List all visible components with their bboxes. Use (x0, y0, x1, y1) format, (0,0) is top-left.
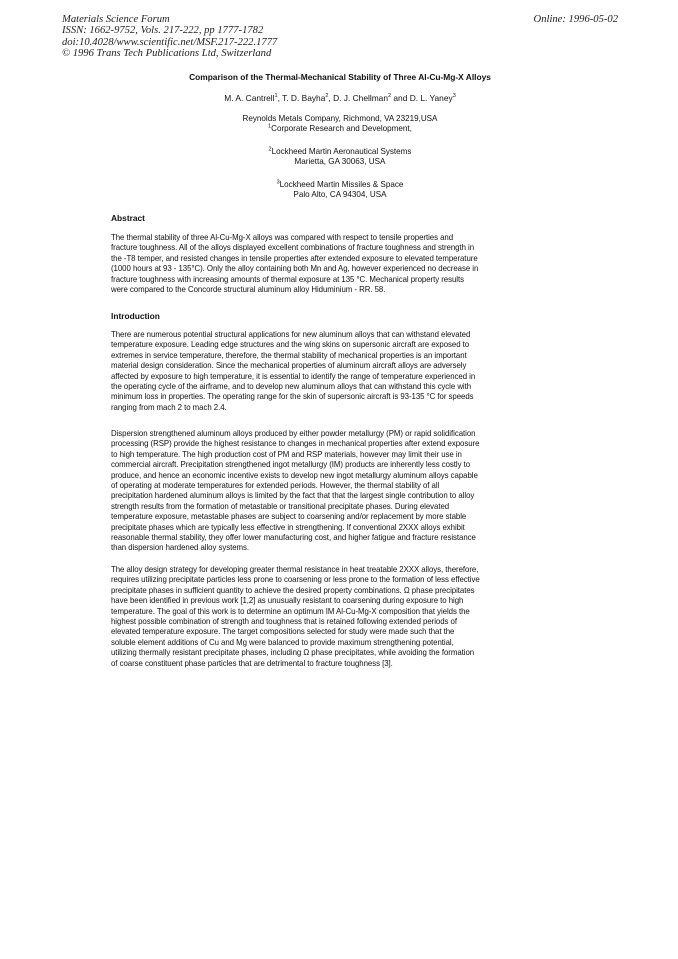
text-line: The alloy design strategy for developing greater thermal resistance in heat treatable 2XXX alloys, therefore, (111, 565, 479, 574)
text-line: ranging from mach 2 to mach 2.4. (111, 402, 227, 412)
text-line: reasonable thermal stability, they offer lower manufacturing cost, and higher fatigue and fracture resistance (111, 533, 476, 543)
text-line: the operating cycle of the airframe, and to develop new aluminum alloys that can withstand this cycle with (111, 382, 472, 392)
text-line: minimum loss in properties. The operating range for the skin of supersonic aircraft is 93-135 °C for speeds (111, 392, 474, 402)
journal-header (62, 14, 618, 60)
affiliation-mark: 3 (276, 179, 280, 186)
text-line: material design consideration. Since the mechanical properties of aluminum aircraft alloys are adversely (111, 361, 467, 371)
text-line: There are numerous potential structural applications for new aluminum alloys that can withstand elevated (111, 330, 471, 339)
text-line: temperature exposure, metastable phases are subject to coarsening and/or replacement by more stable (111, 512, 467, 522)
text-line: elevated temperature exposure. The target compositions selected for study were made such that the (111, 627, 455, 637)
text-line: fracture toughness. All of the alloys displayed excellent combinations of fracture toughness and strength in (111, 243, 475, 253)
affiliation-mark: 2 (268, 146, 272, 153)
text-line: extremes in service temperature, therefore, the thermal stability of mechanical properties is an important (111, 350, 467, 360)
author-affiliation-mark: 2 (388, 93, 392, 100)
abstract-paragraph (111, 233, 556, 295)
affiliation-lockheed-missiles (62, 180, 618, 201)
text-line: utilizing thermally resistant precipitate phases, including Ω phase precipitates, while avoiding the formation (111, 648, 475, 658)
author-name: , T. D. Bayha (277, 93, 326, 103)
author-list (62, 93, 618, 103)
abstract-heading: Abstract (111, 213, 145, 223)
copyright-line: © 1996 Trans Tech Publications Ltd, Switzerland (62, 48, 272, 60)
text-line: processing (RSP) provide the highest resistance to changes in mechanical properties after extend exposure (111, 439, 480, 449)
text-line: were compared to the Concorde structural aluminum alloy Hiduminium - RR. 58. (111, 285, 386, 295)
online-date: Online: 1996-05-02 (533, 14, 618, 25)
introduction-paragraph-2 (111, 429, 556, 554)
introduction-paragraph-3 (111, 565, 556, 669)
text-line: precipitate phases in sufficient quantity to achieve the desired property combinations. Ω phase precipitates (111, 585, 475, 595)
text-line: the -T8 temper, and resisted changes in tensile properties after extended exposure to elevated temperature (111, 253, 478, 263)
author-affiliation-mark: 3 (452, 93, 456, 100)
text-line: have been identified in previous work [1,2] as unusually resistant to coarsening during exposure to high (111, 596, 464, 606)
text-line: Dispersion strengthened aluminum alloys produced by either powder metallurgy (PM) or rapid solidification (111, 429, 476, 438)
author-name: M. A. Cantrell (224, 93, 275, 103)
text-line: requires utilizing precipitate particles less prone to coarsening or less prone to the formation of less effective (111, 575, 480, 585)
author-name: and D. L. Yaney (391, 93, 453, 103)
issn-line: ISSN: 1662-9752, Vols. 217-222, pp 1777-1782 (62, 25, 264, 37)
text-line: fracture toughness with increasing amounts of thermal exposure at 135 °C. Mechanical property results (111, 274, 464, 284)
paper-title: Comparison of the Thermal-Mechanical Stability of Three Al-Cu-Mg-X Alloys (189, 72, 491, 82)
text-line: commercial aircraft. Precipitation strengthened ingot metallurgy (IM) products are inherently less costly to (111, 460, 471, 470)
text-line: soluble element additions of Cu and Mg were balanced to provide maximum strengthening potential, (111, 637, 454, 647)
text-line: produce, and hence an economic incentive exists to develop new ingot metallurgy aluminum alloys capable (111, 470, 478, 480)
text-line: of operating at moderate temperatures for extended periods. However, the thermal stability of all (111, 481, 440, 491)
affiliation-mark: 1 (268, 123, 272, 130)
author-affiliation-mark: 2 (325, 93, 329, 100)
affiliation-line: Palo Alto, CA 94304, USA (293, 190, 387, 200)
author-name: , D. J. Chellman (328, 93, 388, 103)
affiliation-line: $^2$Lockheed Martin Aeronautical Systems (268, 146, 412, 156)
text-line: highest possible combination of strength and toughness that is retained following extended periods of (111, 617, 457, 627)
introduction-paragraph-1 (111, 330, 556, 413)
affiliation-lockheed-aeronautical (62, 147, 618, 168)
text-line: temperature. The goal of this work is to determine an optimum IM Al-Cu-Mg-X composition that yields the (111, 606, 470, 616)
text-line: precipitation hardened aluminum alloys is limited by the fact that that the largest single contribution to alloy (111, 491, 475, 501)
affiliation-line: $^1$Corporate Research and Development, (268, 123, 412, 134)
affiliation-reynolds (62, 114, 618, 135)
introduction-heading: Introduction (111, 311, 160, 321)
text-line: (1000 hours at 93 - 135°C). Only the alloy containing both Mn and Ag, however experienced no decrease in (111, 264, 479, 274)
text-line: of coarse constituent phase particles that are detrimental to fracture toughness [3]. (111, 658, 393, 668)
author-affiliation-mark: 1 (274, 93, 278, 100)
journal-name: Materials Science Forum (62, 14, 170, 25)
text-line: The thermal stability of three Al-Cu-Mg-X alloys was compared with respect to tensile properties and (111, 233, 454, 242)
text-line: than dispersion hardened alloy systems. (111, 543, 250, 553)
affiliation-line: $^3$Lockheed Martin Missiles & Space (276, 179, 404, 189)
affiliation-line: Reynolds Metals Company, Richmond, VA 23219,USA (242, 114, 438, 123)
text-line: strength results from the formation of metastable or transitional precipitate phases. During elevated (111, 501, 450, 511)
affiliation-line: Marietta, GA 30063, USA (294, 157, 386, 167)
doi-line: doi:10.4028/www.scientific.net/MSF.217-222.1777 (62, 36, 278, 48)
text-line: affected by exposure to high temperature, it is essential to identify the range of temperature experienced in (111, 371, 476, 381)
text-line: precipitate phases which are typically less effective in strengthening. If conventional 2XXX alloys exhibit (111, 522, 465, 532)
text-line: temperature exposure. Leading edge structures and the wing skins on supersonic aircraft are exposed to (111, 340, 470, 350)
text-line: to high temperature. The high production cost of PM and RSP materials, however may limit their use in (111, 449, 462, 459)
